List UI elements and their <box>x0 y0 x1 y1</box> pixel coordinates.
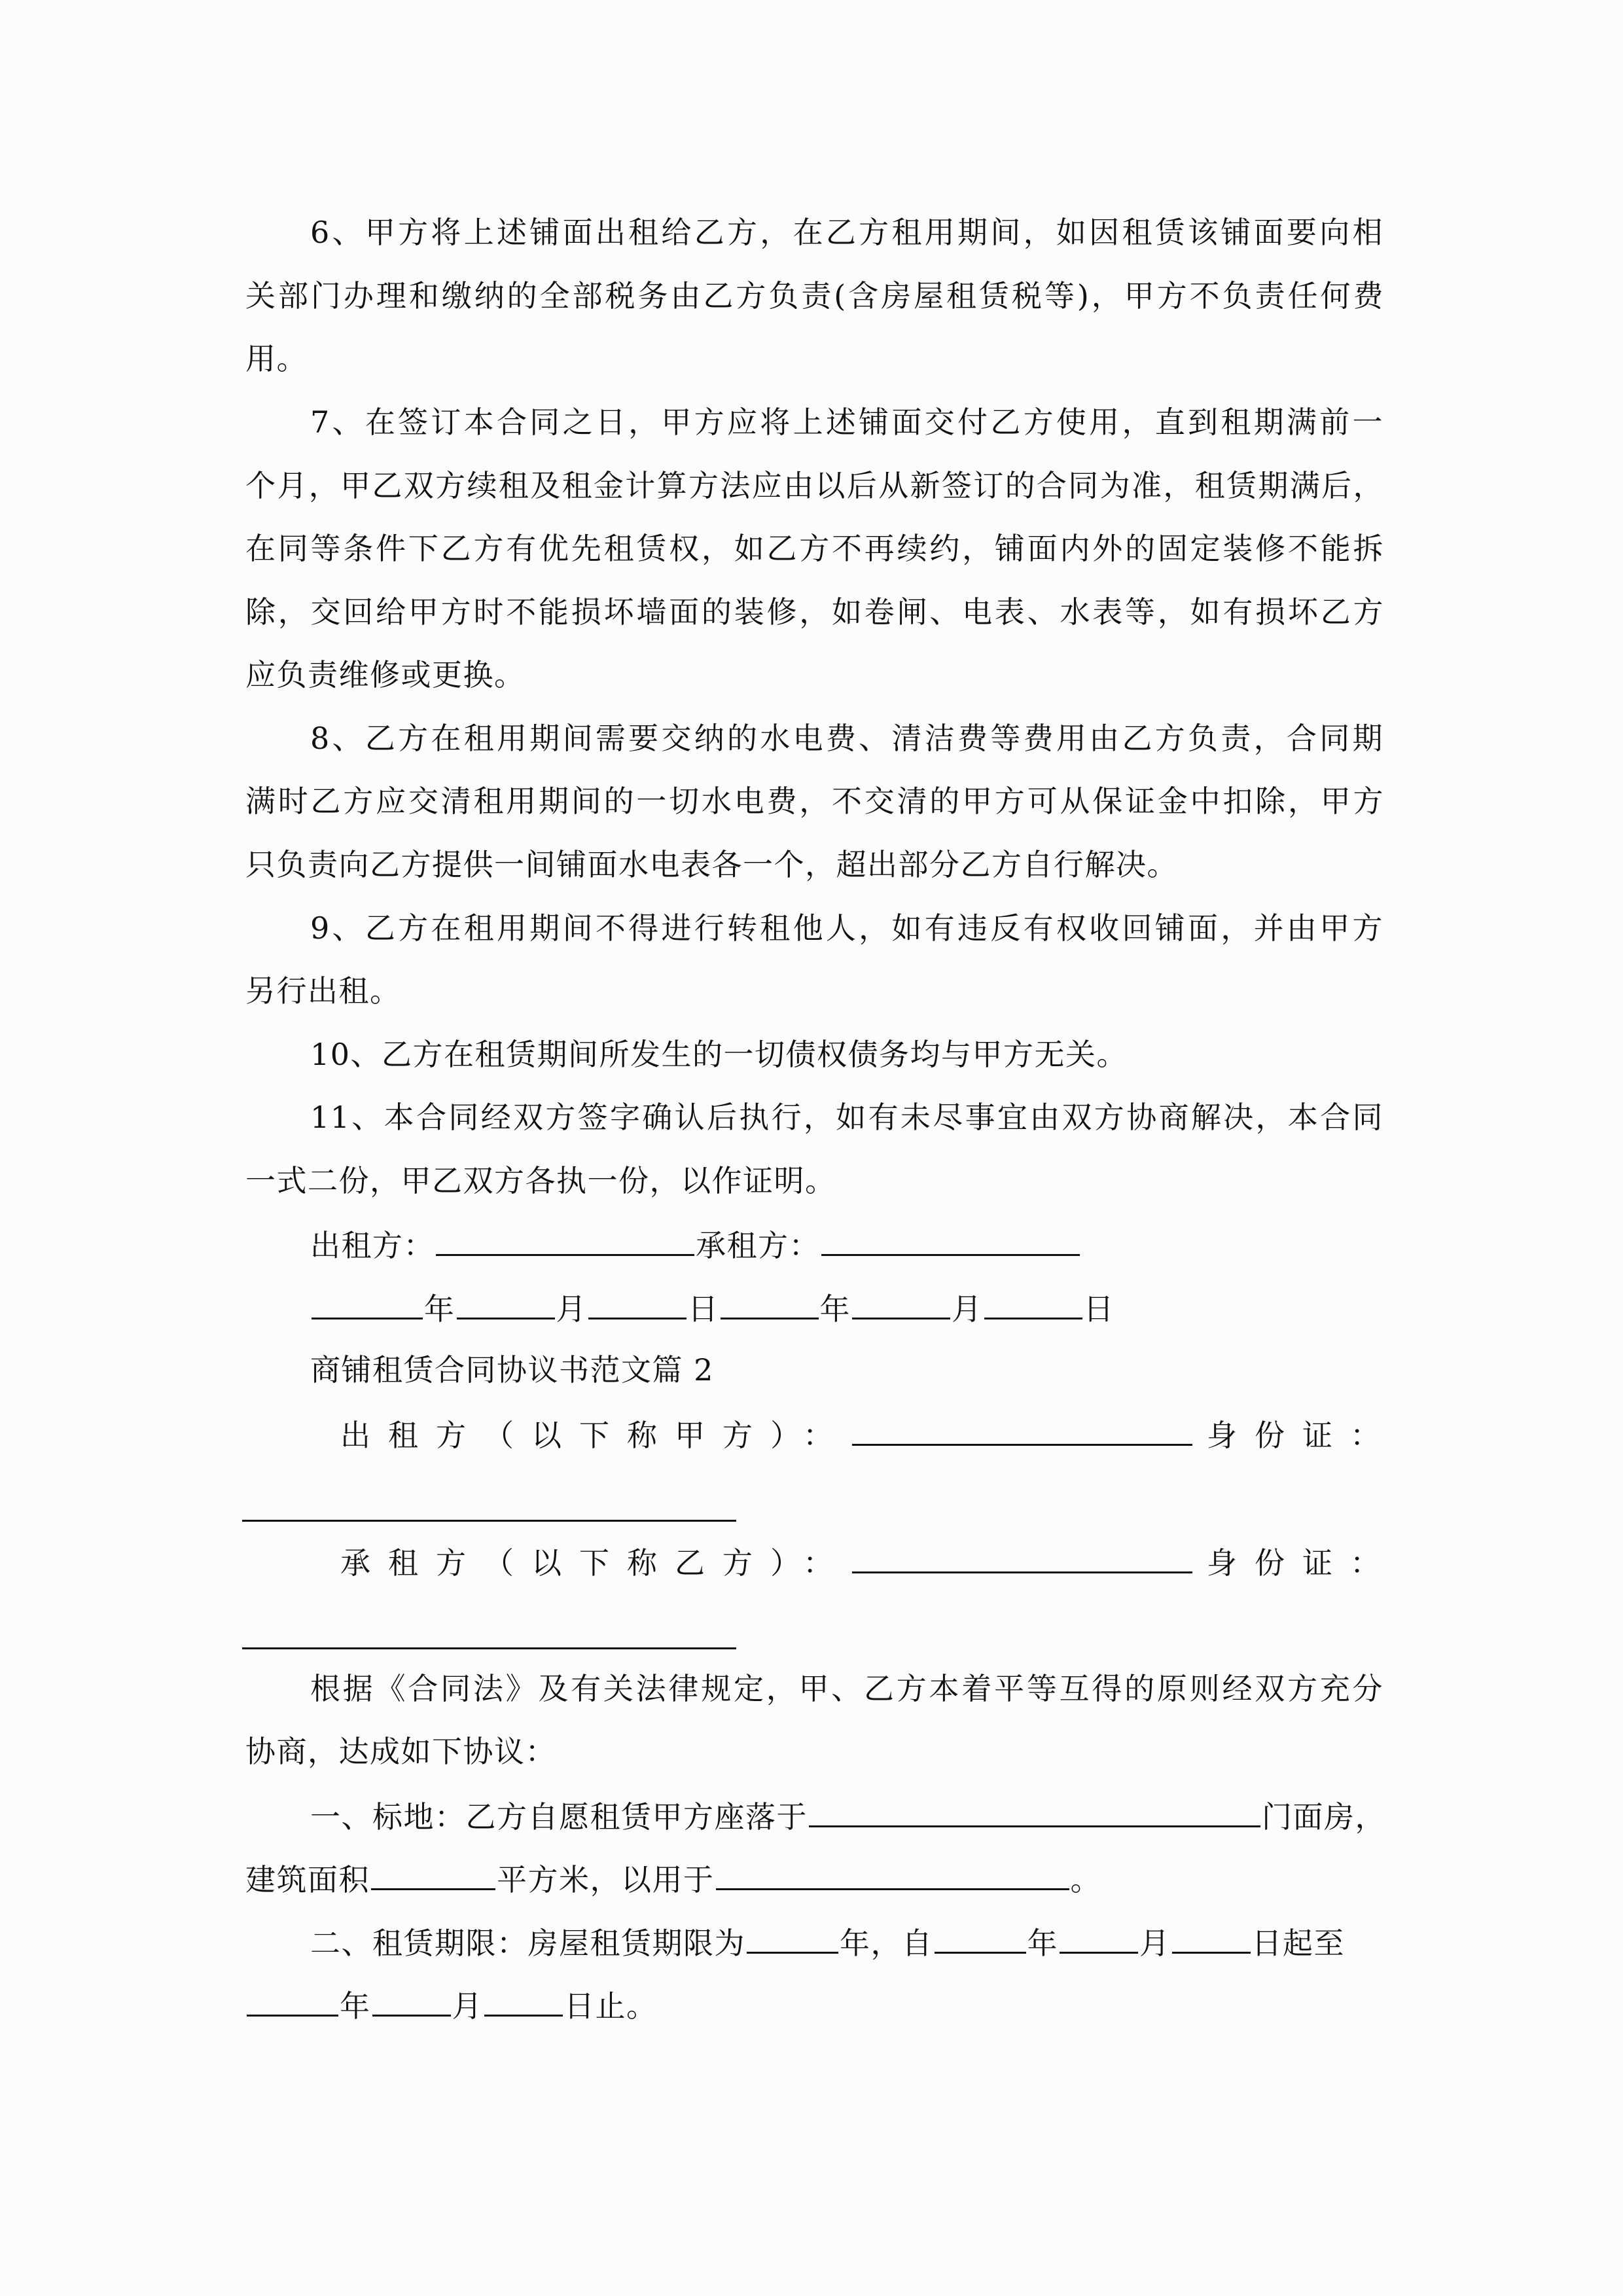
clause-7-line-3: 在同等条件下乙方有优先租赁权，如乙方不再续约，铺面内外的固定装修不能拆 <box>245 531 1384 566</box>
lessor-day-field[interactable] <box>588 1287 687 1319</box>
day-label: 日 <box>688 1291 719 1327</box>
area-unit-label: 平方米，以用于 <box>497 1862 715 1897</box>
end-year-field[interactable] <box>247 1984 338 2017</box>
lease-years-unit: 年，自 <box>840 1926 933 1961</box>
start-day-label: 日起至 <box>1251 1926 1345 1961</box>
clause-11-line-2: 一式二份，甲乙双方各执一份，以作证明。 <box>245 1163 836 1198</box>
article-2-prefix: 二、租赁期限：房屋租赁期限为 <box>310 1926 745 1961</box>
end-day-field[interactable] <box>484 1984 563 2017</box>
area-field[interactable] <box>371 1858 495 1890</box>
article-2-line-2 <box>245 1984 1384 2024</box>
start-day-field[interactable] <box>1172 1922 1251 1954</box>
location-field[interactable] <box>809 1795 1260 1827</box>
lessor-party-row <box>340 1414 1398 1453</box>
lessee-id-field[interactable] <box>242 1647 736 1649</box>
signature-date-row <box>310 1287 1449 1327</box>
lease-years-field[interactable] <box>747 1922 838 1954</box>
preamble-line-2: 协商，达成如下协议： <box>245 1734 556 1769</box>
lessor-month-field[interactable] <box>457 1287 555 1319</box>
start-month-field[interactable] <box>1060 1922 1138 1954</box>
end-month-label: 月 <box>452 1988 483 2024</box>
year-label: 年 <box>819 1291 851 1327</box>
end-day-label: 日止。 <box>564 1988 658 2024</box>
lessor-name-field[interactable] <box>852 1414 1192 1446</box>
lessor-party-label: 出租方（以下称甲方）： <box>340 1418 851 1453</box>
clause-7-line-1: 7、在签订本合同之日，甲方应将上述铺面交付乙方使用，直到租期满前一 <box>310 404 1383 440</box>
lessor-signature-label: 出租方： <box>310 1228 435 1263</box>
article-1-prefix: 一、标地：乙方自愿租赁甲方座落于 <box>310 1799 808 1835</box>
month-label: 月 <box>556 1291 587 1327</box>
lessor-year-field[interactable] <box>312 1287 423 1319</box>
clause-8-line-3: 只负责向乙方提供一间铺面水电表各一个，超出部分乙方自行解决。 <box>245 847 1178 882</box>
usage-field[interactable] <box>716 1858 1069 1890</box>
year-label: 年 <box>424 1291 455 1327</box>
clause-10-line-1: 10、乙方在租赁期间所发生的一切债权债务均与甲方无关。 <box>310 1037 1128 1072</box>
article-1-line-1 <box>310 1795 1449 1835</box>
lessee-year-field[interactable] <box>721 1287 819 1319</box>
end-month-field[interactable] <box>372 1984 451 2017</box>
article-1-end: 。 <box>1070 1862 1101 1897</box>
lessor-id-label: 身份证： <box>1207 1418 1398 1453</box>
clause-8-line-2: 满时乙方应交清租用期间的一切水电费，不交清的甲方可从保证金中扣除，甲方 <box>245 783 1384 819</box>
lessee-party-row <box>340 1541 1398 1581</box>
end-year-label: 年 <box>340 1988 371 2024</box>
article-2-line-1 <box>310 1922 1449 1961</box>
start-year-field[interactable] <box>935 1922 1026 1954</box>
lessee-signature-field[interactable] <box>821 1224 1080 1256</box>
clause-7-line-4: 除，交回给甲方时不能损坏墙面的装修，如卷闸、电表、水表等，如有损坏乙方 <box>245 594 1384 630</box>
clause-7-line-2: 个月，甲乙双方续租及租金计算方法应由以后从新签订的合同为准，租赁期满后， <box>245 468 1384 503</box>
clause-6-line-1: 6、甲方将上述铺面出租给乙方，在乙方租用期间，如因租赁该铺面要向相 <box>310 215 1383 250</box>
article-1-after-location: 门面房， <box>1262 1799 1386 1835</box>
clause-9-line-1: 9、乙方在租用期间不得进行转租他人，如有违反有权收回铺面，并由甲方 <box>310 910 1383 946</box>
lessee-party-label: 承租方（以下称乙方）： <box>340 1545 851 1581</box>
preamble-line-1: 根据《合同法》及有关法律规定，甲、乙方本着平等互得的原则经双方充分 <box>310 1671 1383 1706</box>
lessee-month-field[interactable] <box>852 1287 950 1319</box>
day-label: 日 <box>1083 1291 1115 1327</box>
start-year-label: 年 <box>1027 1926 1058 1961</box>
signature-row <box>310 1224 1449 1263</box>
lessor-signature-field[interactable] <box>436 1224 694 1256</box>
clause-6-line-2: 关部门办理和缴纳的全部税务由乙方负责(含房屋租赁税等)，甲方不负责任何费 <box>245 278 1384 314</box>
clause-6-line-3: 用。 <box>245 341 308 376</box>
lessor-id-field[interactable] <box>242 1520 736 1522</box>
lessee-signature-label: 承租方： <box>696 1228 820 1263</box>
lessee-name-field[interactable] <box>852 1541 1192 1573</box>
clause-11-line-1: 11、本合同经双方签字确认后执行，如有未尽事宜由双方协商解决，本合同 <box>310 1100 1383 1135</box>
lessee-id-label: 身份证： <box>1207 1545 1398 1581</box>
clause-8-line-1: 8、乙方在租用期间需要交纳的水电费、清洁费等费用由乙方负责，合同期 <box>310 721 1383 756</box>
article-1-line-2 <box>245 1858 1384 1897</box>
area-label: 建筑面积 <box>245 1862 370 1897</box>
month-label: 月 <box>952 1291 983 1327</box>
clause-7-line-5: 应负责维修或更换。 <box>245 657 526 692</box>
section-2-title: 商铺租赁合同协议书范文篇 2 <box>310 1352 714 1388</box>
start-month-label: 月 <box>1139 1926 1171 1961</box>
clause-9-line-2: 另行出租。 <box>245 973 401 1009</box>
lessee-day-field[interactable] <box>984 1287 1082 1319</box>
